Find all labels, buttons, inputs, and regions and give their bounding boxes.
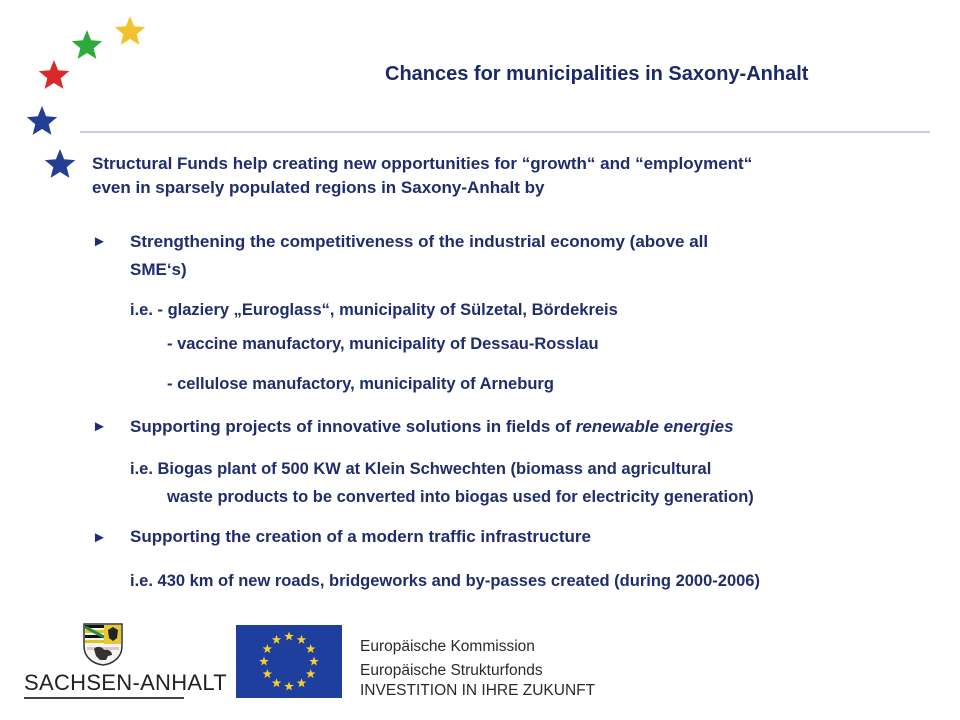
decorative-star-icon [115, 16, 145, 45]
coat-of-arms-icon [82, 622, 124, 666]
eu-investment-text: INVESTITION IN IHRE ZUKUNFT [360, 682, 596, 699]
bullet-1-example-1: i.e. - glaziery „Euroglass“, municipality of Sülzetal, Bördekreis [130, 301, 618, 319]
intro-line-1: Structural Funds help creating new opportunities for “growth“ and “employment“ [92, 154, 753, 173]
state-name: SACHSEN-ANHALT [24, 670, 228, 695]
bullet-2-example-2: waste products to be converted into biogas used for electricity generation) [167, 488, 754, 506]
bullet-3-example-1: i.e. 430 km of new roads, bridgeworks and by-passes created (during 2000-2006) [130, 572, 760, 590]
bullet-2-emphasis: renewable energies [575, 417, 734, 436]
bullet-3-text: Supporting the creation of a modern traffic infrastructure [130, 527, 591, 546]
bullet-arrow-icon: ► [92, 529, 107, 546]
eu-structural-funds-text: Europäische Strukturfonds [360, 662, 543, 679]
bullet-2-prefix: Supporting projects of innovative solutions in fields of [130, 417, 576, 436]
bullet-1-line-2: SME‘s) [130, 260, 187, 279]
decorative-star-icon [45, 149, 75, 178]
bullet-2-example-1: i.e. Biogas plant of 500 KW at Klein Schwechten (biomass and agricultural [130, 460, 712, 478]
bullet-1-line-1: Strengthening the competitiveness of the industrial economy (above all [130, 232, 709, 251]
bullet-arrow-icon: ► [92, 233, 107, 250]
bullet-1-text [130, 228, 708, 284]
eu-flag-icon [236, 625, 342, 698]
bullet-arrow-icon: ► [92, 418, 107, 435]
decorative-star-icon [72, 30, 102, 59]
intro-text [92, 152, 942, 200]
decorative-star-icon [39, 60, 69, 89]
eu-commission-text: Europäische Kommission [360, 638, 535, 655]
page-title: Chances for municipalities in Saxony-Anhalt [385, 63, 809, 85]
state-name-underline [24, 697, 184, 699]
decorative-star-icon [27, 106, 57, 135]
title-divider [80, 131, 930, 133]
bullet-1-example-3: - cellulose manufactory, municipality of Arneburg [167, 375, 554, 393]
bullet-1-example-2: - vaccine manufactory, municipality of Dessau-Rosslau [167, 335, 599, 353]
bullet-2-text [130, 413, 734, 441]
intro-line-2: even in sparsely populated regions in Saxony-Anhalt by [92, 178, 545, 197]
